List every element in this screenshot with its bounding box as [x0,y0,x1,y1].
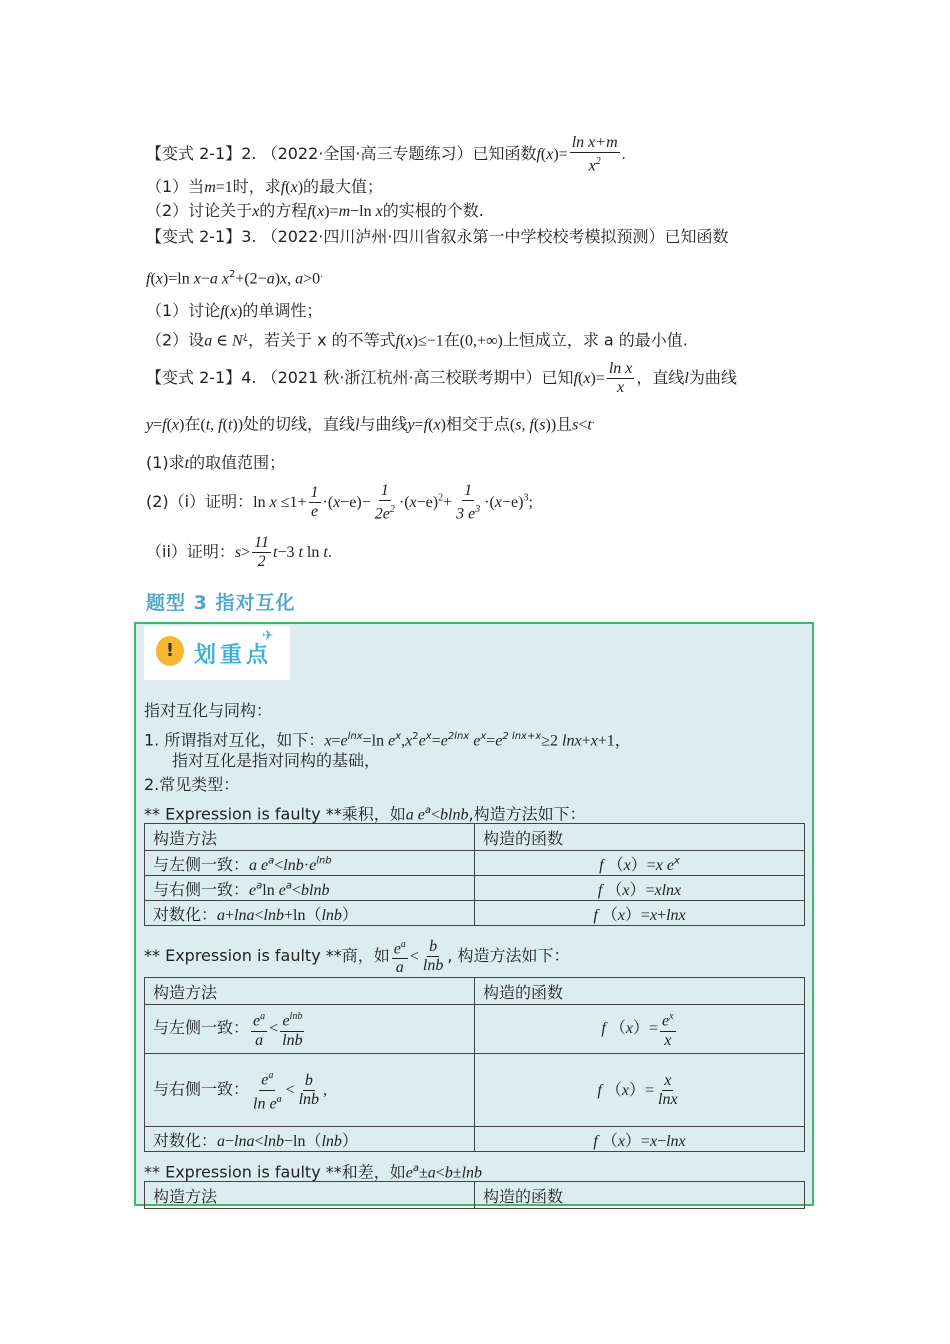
problem-4-q3: （ii）证明：s> $\frac{11}{2}$ t−3 t ln t. [146,534,332,570]
problem-4-heading: 【变式 2-1】4. （2021 秋·浙江杭州·高三校联考期中）已知f(x)= $\frac{\text{ln x}}{x}$ ，直线l为曲线 [146,360,737,396]
lightbulb-icon: ! [156,636,184,666]
badge-label: 划重点 [194,643,273,668]
problem-2-q2: （2）讨论关于x的方程f(x)=m−ln x的实根的个数. [146,201,484,220]
table-row: 与左侧一致： $\frac{e^a}{a}$ < $\frac{e^{lnb}}{\ln b}$ f （x）= $\frac{e^x}{x}$ [145,1005,805,1054]
table-3-caption: ** Expression is faulty **和差，如$e^a\pm a<b\pm\ln b$ [144,1162,483,1182]
problem-4-q1: (1)求t的取值范围； [146,453,286,472]
table-1 [144,823,805,926]
box-item-2: 2.常见类型： [144,775,240,794]
problem-3-q2: （2）设a ∈ N¿，若关于 x 的不等式f(x)≤−1在(0,+∞)上恒成立，求 a 的最小值. [146,330,688,350]
table-row: 对数化：a−lna<lnb−ln（lnb） f （x）=x−lnx [145,1127,805,1152]
box-item-1b: 指对互化是指对同构的基础， [172,751,381,770]
problem-2-q1: （1）当m=1时，求f(x)的最大值； [146,177,384,196]
problem-3-q1: （1）讨论f(x)的单调性； [146,301,323,320]
section-title: 题型 3 指对互化 [146,592,296,614]
problem-4-q2: (2)（i）证明：ln x ≤1+ $\frac{1}{e}$ ·(x−e)− $\frac{1}{2e^2}$ $\cdot(x-e)^2+$ $\frac{1}{3 e^3}$ $\cdot(x-e)^3$; [146,482,533,523]
table-2 [144,977,805,1152]
box-item-1: 1. 所谓指对互化，如下：$x=e^{lnx}=\ln$ $e^x,x^2e^x=e^{2lnx}$ $e^x=e^{2 lnx+x}\ge 2$ lnx+x+1， [144,730,631,750]
table-row: 与右侧一致： $\frac{e^a}{\ln e^a}$ < $\frac{b}{\ln b}$ , f （x）= $\frac{x}{\ln x}$ [145,1054,805,1127]
table-row [145,824,805,851]
key-points-badge [144,626,290,680]
problem-3-heading: 【变式 2-1】3. （2022·四川泸州·四川省叙永第一中学校校考模拟预测）已知函数 [146,227,729,246]
table-3 [144,1181,805,1209]
paper-plane-icon: ✈ [262,628,274,644]
problem-3-function: f(x)=ln x−a $x^2+(2-a)x$, a>0. [146,269,324,288]
col-header: 构造方法 [145,1182,475,1209]
table-row: 与左侧一致：a $e^a<\ln b\cdot e^{lnb}$ f （x）=x $e^x$ [145,851,805,876]
col-header: 构造的函数 [475,978,805,1005]
col-header: 构造方法 [145,824,475,851]
table-row: 对数化：a+lna<lnb+ln（lnb） f （x）=x+lnx [145,901,805,926]
table-row: 与右侧一致：$e^a\ln$ $e^a<blnb$ f （x）=xlnx [145,876,805,901]
col-header: 构造的函数 [475,824,805,851]
problem-4-line2: y=f(x)在(t, f(t))处的切线，直线l与曲线y=f(x)相交于点(s, f(s))且s<t. [146,414,596,434]
table-1-caption: ** Expression is faulty **乘积，如a $e^a<blnb$,构造方法如下： [144,804,586,824]
col-header: 构造方法 [145,978,475,1005]
problem-2-heading: 【变式 2-1】2. （2022·全国·高三专题练习）已知函数f(x)= $\frac{\text{ln x+m}}{x^2}$ . [146,134,626,175]
box-intro: 指对互化与同构： [144,701,273,720]
col-header: 构造的函数 [475,1182,805,1209]
table-2-caption: ** Expression is faulty **商，如 $\frac{e^a}{a}$ < $\frac{b}{\ln b}$ , 构造方法如下： [144,936,570,977]
table-row [145,1182,805,1209]
table-row [145,978,805,1005]
